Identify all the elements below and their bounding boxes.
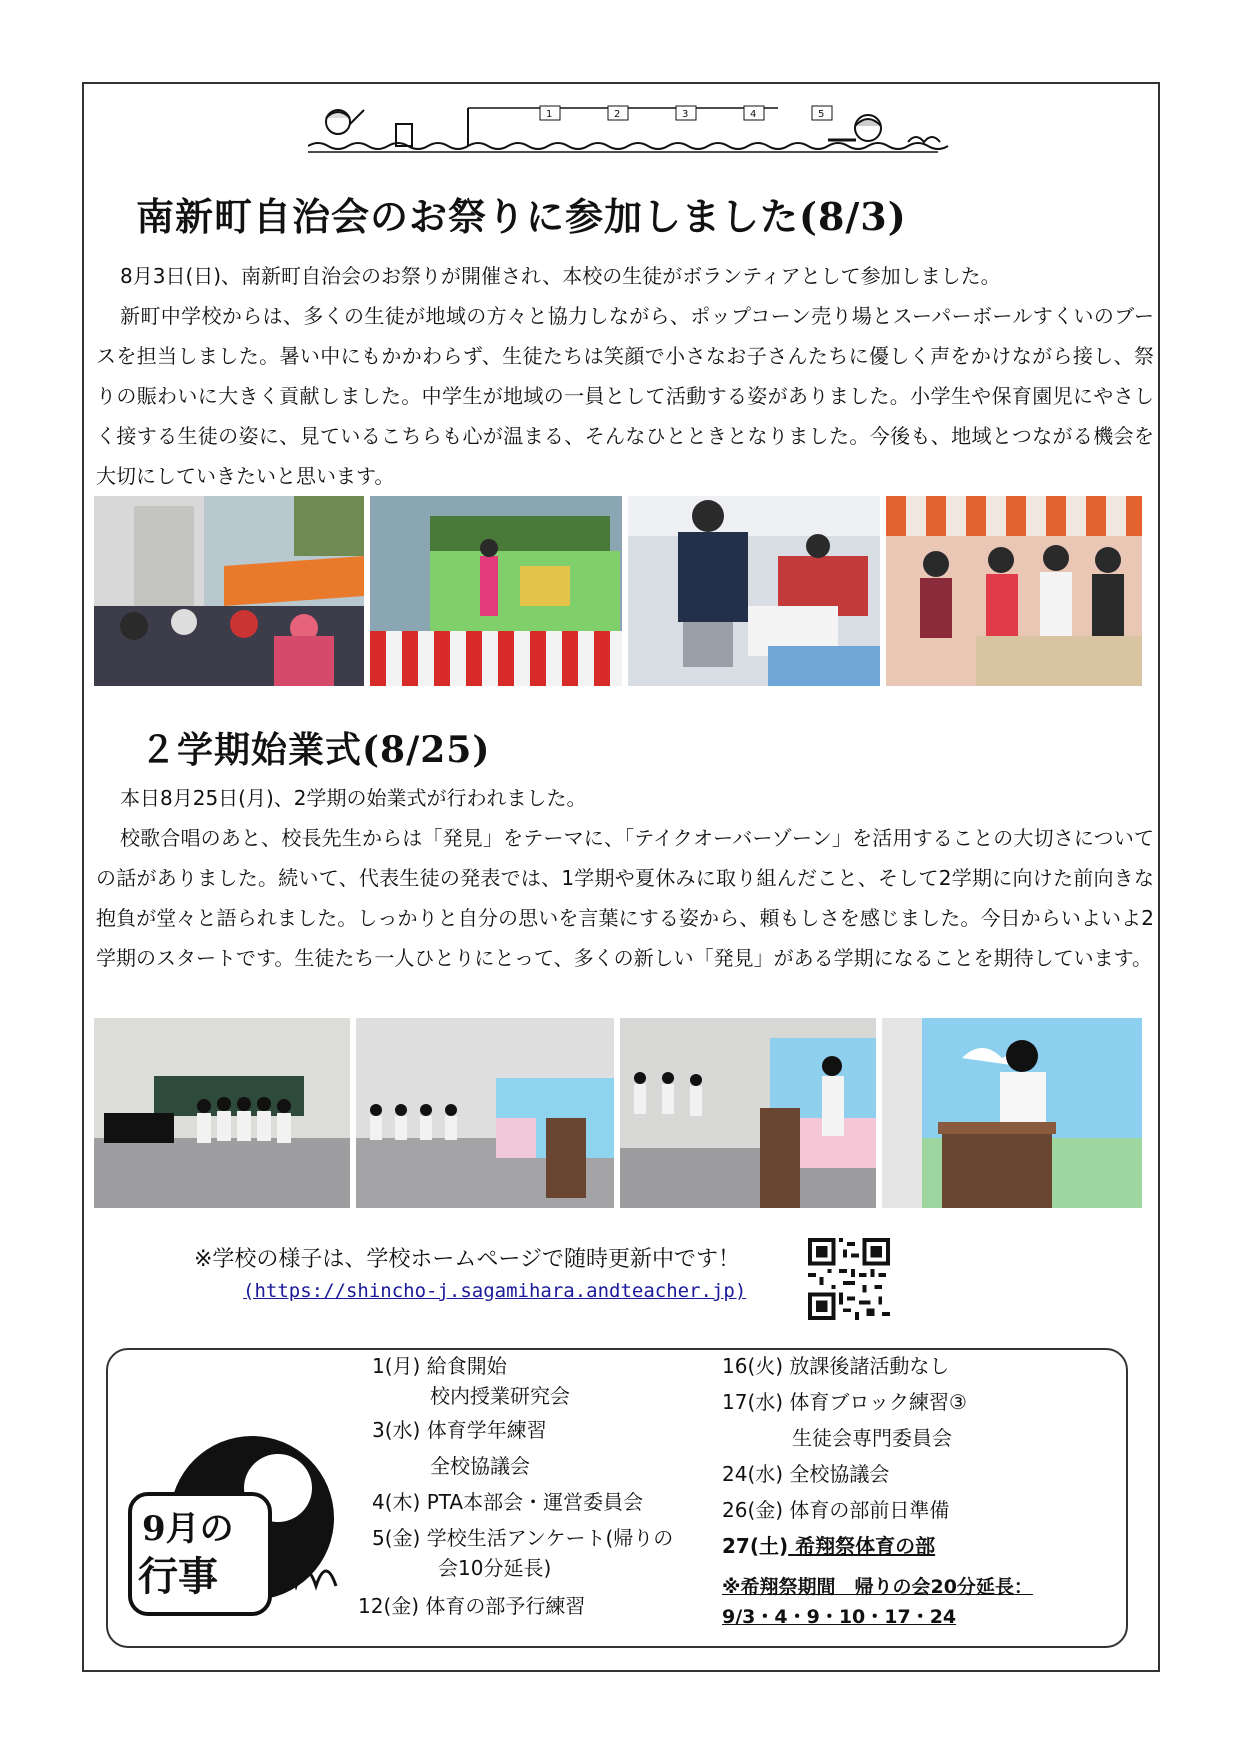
swimming-banner-illustration (308, 104, 958, 156)
event-text: 全校協議会 (789, 1462, 890, 1486)
article-paragraph: 本日8月25日(月)、2学期の始業式が行われました。 (120, 786, 587, 810)
event-item (722, 1458, 889, 1487)
event-item (372, 1350, 507, 1379)
event-text: 学校生活アンケート(帰りの (426, 1526, 674, 1550)
event-text: 給食開始 (426, 1354, 507, 1378)
event-date: 24(水) (722, 1462, 784, 1486)
popcorn-booth-photo (628, 496, 880, 686)
event-date: 5(金) (372, 1526, 421, 1550)
event-item (722, 1386, 967, 1415)
event-text: 全校協議会 (430, 1454, 530, 1478)
event-item (722, 1494, 949, 1523)
homepage-link[interactable]: (https://shincho-j.sagamihara.andteacher.jp) (243, 1280, 747, 1302)
event-item (792, 1422, 952, 1451)
homepage-notice: ※学校の様子は、学校ホームページで随時更新中です！ (194, 1247, 740, 1272)
article-title-opening-ceremony: ２学期始業式(8/25) (140, 729, 491, 771)
event-item-festival (722, 1530, 935, 1559)
event-date: 12(金) (358, 1594, 420, 1618)
event-date: 3(水) (372, 1418, 421, 1442)
event-item (430, 1450, 530, 1479)
event-text: 校内授業研究会 (430, 1384, 570, 1408)
podium-students-photo (620, 1018, 876, 1208)
event-date: 1(月) (372, 1354, 421, 1378)
lane-number: 4 (750, 109, 757, 120)
event-text: 会10分延長) (438, 1556, 552, 1580)
event-date: 27(土) (722, 1534, 789, 1558)
event-item (430, 1380, 570, 1409)
event-item (358, 1590, 585, 1619)
article-paragraph: 新町中学校からは、多くの生徒が地域の方々と協力しながら、ポップコーン売り場とスーパーボールすくいのブースを担当しました。暑い中にもかかわらず、生徒たちは笑顔で小さなお子さんたちに優しく声をかけながら接し、祭りの賑わいに大きく貢献しました。中学生が地域の一員として活動する姿がありました。小学生や保育園児にやさしく接する生徒の姿に、見ているこちらも心が温まる、そんなひとときとなりました。今後も、地域とつながる機会を大切にしていきたいと思います。 (96, 304, 1154, 488)
event-text: 体育の部前日準備 (789, 1498, 950, 1522)
article-title-festival: 南新町自治会のお祭りに参加しました(8/3) (136, 194, 907, 239)
student-speech-photo (882, 1018, 1142, 1208)
event-text: 体育の部予行練習 (425, 1594, 586, 1618)
lane-number: 2 (614, 109, 621, 120)
event-text: 希翔祭体育の部 (795, 1534, 936, 1558)
event-date: 16(火) (722, 1354, 784, 1378)
event-text: 体育学年練習 (426, 1418, 547, 1442)
qr-code[interactable] (808, 1238, 890, 1320)
event-item (372, 1522, 673, 1551)
event-text: 放課後諸活動なし (789, 1354, 950, 1378)
september-events-logo (128, 1436, 348, 1618)
event-text: 生徒会専門委員会 (792, 1426, 952, 1450)
article-paragraph: 校歌合唱のあと、校長先生からは「発見」をテーマに、「テイクオーバーゾーン」を活用することの大切さについての話がありました。続いて、代表生徒の発表では、1学期や夏休みに取り組んだこと、そして2学期に向けた前向きな抱負が堂々と語られました。しっかりと自分の思いを言葉にする姿から、頼もしさを感じました。今日からいよいよ2学期のスタートです。生徒たち一人ひとりにとって、多くの新しい「発見」がある学期になることを期待しています。 (96, 826, 1154, 970)
event-text: PTA本部会・運営委員会 (426, 1490, 644, 1514)
lane-number: 5 (818, 109, 825, 120)
choir-photo (94, 1018, 350, 1208)
lane-number: 1 (546, 109, 553, 120)
event-date: 4(木) (372, 1490, 421, 1514)
events-logo-line1: 9月の (142, 1509, 234, 1549)
events-logo-line2: 行事 (138, 1553, 218, 1600)
event-item (722, 1350, 949, 1379)
festival-period-note: ※希翔祭期間 帰りの会20分延長： (722, 1576, 1033, 1598)
lane-number: 3 (682, 109, 689, 120)
event-text: 体育ブロック練習③ (789, 1390, 967, 1414)
festival-period-dates: 9/3・4・9・10・17・24 (722, 1606, 957, 1628)
event-item (372, 1414, 547, 1443)
volunteer-students-photo (886, 496, 1142, 686)
event-date: 26(金) (722, 1498, 784, 1522)
event-item (438, 1552, 551, 1581)
festival-crowd-photo (94, 496, 364, 686)
festival-stage-photo (370, 496, 622, 686)
article-paragraph: 8月3日(日)、南新町自治会のお祭りが開催され、本校の生徒がボランティアとして参加しました。 (120, 264, 1001, 288)
event-date: 17(水) (722, 1390, 784, 1414)
event-item (372, 1486, 643, 1515)
seated-students-photo (356, 1018, 614, 1208)
